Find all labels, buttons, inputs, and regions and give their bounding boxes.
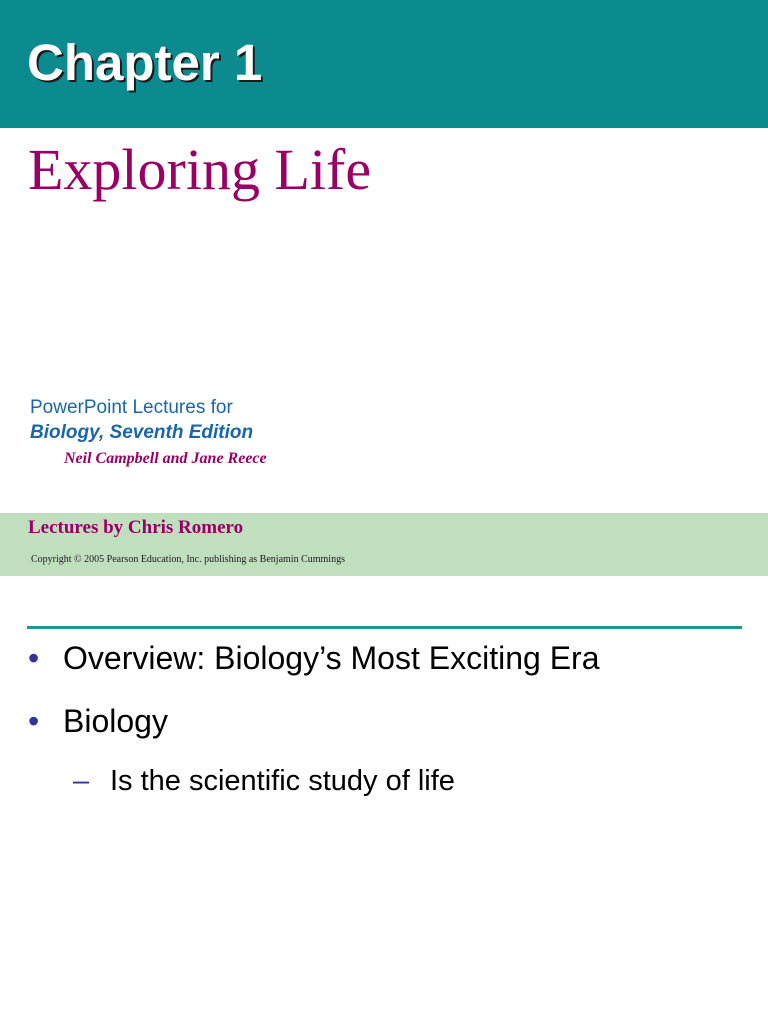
bullet-text: Overview: Biology’s Most Exciting Era	[63, 640, 600, 676]
bullet-marker: •	[28, 640, 40, 676]
slide-divider-line	[27, 626, 742, 629]
sub-bullet-text: Is the scientific study of life	[110, 765, 455, 797]
slide-title: Exploring Life	[28, 137, 372, 202]
book-authors: Neil Campbell and Jane Reece	[64, 450, 267, 467]
lecture-series-line: PowerPoint Lectures for	[30, 397, 233, 418]
sub-bullet-marker: –	[73, 765, 90, 797]
lecturer-credit: Lectures by Chris Romero	[28, 517, 244, 538]
chapter-label: Chapter 1	[27, 34, 263, 91]
bullet-text: Biology	[63, 703, 168, 739]
bullet-marker: •	[28, 703, 40, 739]
book-title: Biology, Seventh Edition	[30, 422, 254, 443]
copyright-notice: Copyright © 2005 Pearson Education, Inc. publishing as Benjamin Cummings	[31, 554, 345, 565]
